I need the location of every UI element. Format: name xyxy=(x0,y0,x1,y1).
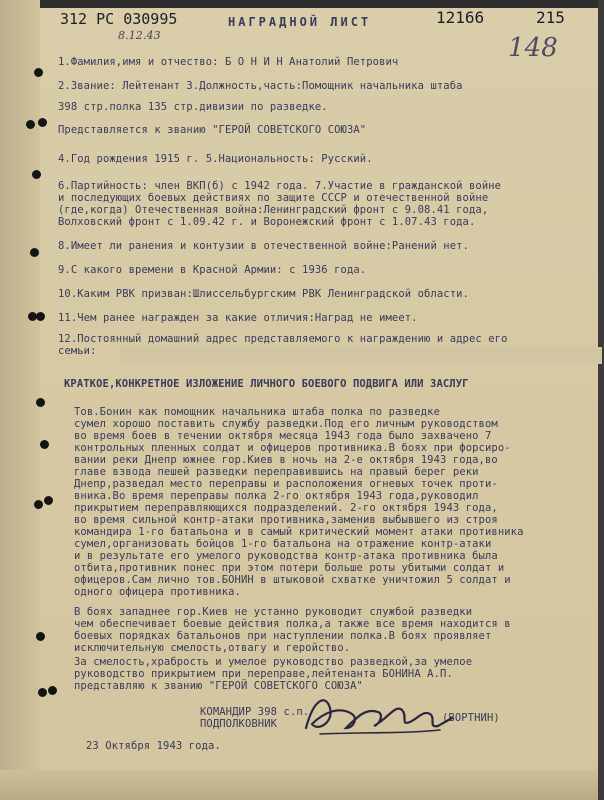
form-line: 10.Каким РВК призван:Шлиссельбургским РВК Ленинградской области. xyxy=(58,288,469,300)
handwritten-signature xyxy=(300,688,460,744)
narrative-line: Днепр,разведал место переправы и расположения огневых точек проти- xyxy=(74,478,498,490)
redacted-strip xyxy=(120,347,602,364)
form-line: 11.Чем ранее награжден за какие отличия:Наград не имеет. xyxy=(58,312,418,324)
narrative-line: сумел хорошо поставить службу разведки.Под его личным руководством xyxy=(74,418,498,430)
page-number: 215 xyxy=(536,8,565,27)
form-line: 4.Год рождения 1915 г. 5.Национальность: Русский. xyxy=(58,153,373,165)
commander-title: КОМАНДИР 398 с.п. xyxy=(200,706,310,718)
binder-hole xyxy=(36,312,45,321)
binder-hole xyxy=(30,248,39,257)
scan-bottom-edge xyxy=(0,770,604,800)
signature-date: 23 Октября 1943 года. xyxy=(86,740,221,752)
form-line: и последующих боевых действиях по защите СССР и отечественной войне xyxy=(58,192,489,204)
narrative-line: контрольных пленных солдат и офицеров противника.В боях при форсиро- xyxy=(74,442,511,454)
binder-hole xyxy=(26,120,35,129)
section-title: КРАТКОЕ,КОНКРЕТНОЕ ИЗЛОЖЕНИЕ ЛИЧНОГО БОЕВОГО ПОДВИГА ИЛИ ЗАСЛУГ xyxy=(64,378,469,390)
narrative-line: главе взвода пешей разведки переправившись на правый берег реки xyxy=(74,466,479,478)
binder-hole xyxy=(38,688,47,697)
form-line: семьи: xyxy=(58,345,97,357)
form-line: (где,когда) Отечественная война:Ленинградский фронт с 9.08.41 года, xyxy=(58,204,489,216)
sheet-number: 12166 xyxy=(436,8,485,27)
commander-name: (ВОРТНИН) xyxy=(442,712,500,724)
scan-left-shadow xyxy=(0,0,40,800)
narrative-line: сумел,организовать бойцов 1-го батальона на отражение контр-атаки xyxy=(74,538,492,550)
form-line: 9.С какого времени в Красной Армии: с 1936 года. xyxy=(58,264,367,276)
document-title: НАГРАДНОЙ ЛИСТ xyxy=(228,15,372,29)
form-line: 6.Партийность: член ВКП(б) с 1942 года. 7.Участие в гражданской войне xyxy=(58,180,502,192)
form-line: 8.Имеет ли ранения и контузии в отечественной войне:Ранений нет. xyxy=(58,240,469,252)
narrative-line: и в результате его умелого руководства контр-атака противника была xyxy=(74,550,498,562)
narrative-line: прикрытием переправляющихся подразделений. 2-го октября 1943 года, xyxy=(74,502,498,514)
narrative-line: В боях западнее гор.Киев не устанно руководит службой разведки xyxy=(74,606,473,618)
narrative-line: руководство прикрытием при переправе,лейтенанта БОНИНА А.П. xyxy=(74,668,453,680)
form-line: Представляется к званию "ГЕРОЙ СОВЕТСКОГО СОЮЗА" xyxy=(58,124,367,136)
narrative-line: во время сильной контр-атаки противника,заменив выбывшего из строя xyxy=(74,514,498,526)
form-line: 398 стр.полка 135 стр.дивизии по разведке. xyxy=(58,101,328,113)
binder-hole xyxy=(38,118,47,127)
narrative-line: Тов.Бонин как помощник начальника штаба полка по разведке xyxy=(74,406,441,418)
binder-hole xyxy=(28,312,37,321)
narrative-line: офицеров.Сам лично тов.БОНИН в штыковой схватке уничтожил 5 солдат и xyxy=(74,574,511,586)
binder-hole xyxy=(34,500,43,509)
form-line: 12.Постоянный домашний адрес представляемого к награждению и адрес его xyxy=(58,333,508,345)
binder-hole xyxy=(32,170,41,179)
scan-top-edge xyxy=(0,0,604,8)
form-line: Волховский фронт с 1.09.42 г. и Воронежский фронт с 1.07.43 года. xyxy=(58,216,476,228)
form-line: 1.Фамилия,имя и отчество: Б О Н И Н Анатолий Петрович xyxy=(58,56,399,68)
narrative-line: командира 1-го батальона и в самый критический момент атаки противника xyxy=(74,526,524,538)
narrative-line: исключительную смелость,отвагу и геройство. xyxy=(74,642,351,654)
binder-hole xyxy=(34,68,43,77)
handwritten-date: 8.12.43 xyxy=(118,29,161,42)
narrative-line: одного офицера противника. xyxy=(74,586,241,598)
binder-hole xyxy=(48,686,57,695)
narrative-line: отбита,противник понес при этом потери больше роты убитыми солдат и xyxy=(74,562,505,574)
narrative-line: во время боев в течении октября месяца 1943 года было захвачено 7 xyxy=(74,430,492,442)
case-number: 312 РС 030995 xyxy=(60,10,178,28)
narrative-line: боевых порядках батальонов при наступлении полка.В боях проявляет xyxy=(74,630,492,642)
binder-hole xyxy=(44,496,53,505)
scan-right-edge xyxy=(598,0,604,800)
narrative-line: представляю к званию "ГЕРОЙ СОВЕТСКОГО СОЮЗА" xyxy=(74,680,363,692)
binder-hole xyxy=(36,398,45,407)
form-line: 2.Звание: Лейтенант 3.Должность,часть:Помощник начальника штаба xyxy=(58,80,463,92)
handwritten-mark: 148 xyxy=(508,33,558,63)
binder-hole xyxy=(40,440,49,449)
narrative-line: вника.Во время переправы полка 2-го октября 1943 года,руководил xyxy=(74,490,479,502)
narrative-line: За смелость,храбрость и умелое руководство разведкой,за умелое xyxy=(74,656,473,668)
narrative-line: чем обеспечивает боевые действия полка,а также все время находится в xyxy=(74,618,511,630)
binder-hole xyxy=(36,632,45,641)
commander-rank: ПОДПОЛКОВНИК xyxy=(200,718,278,730)
narrative-line: вании реки Днепр южнее гор.Киев в ночь на 2-е октября 1943 года,во xyxy=(74,454,498,466)
